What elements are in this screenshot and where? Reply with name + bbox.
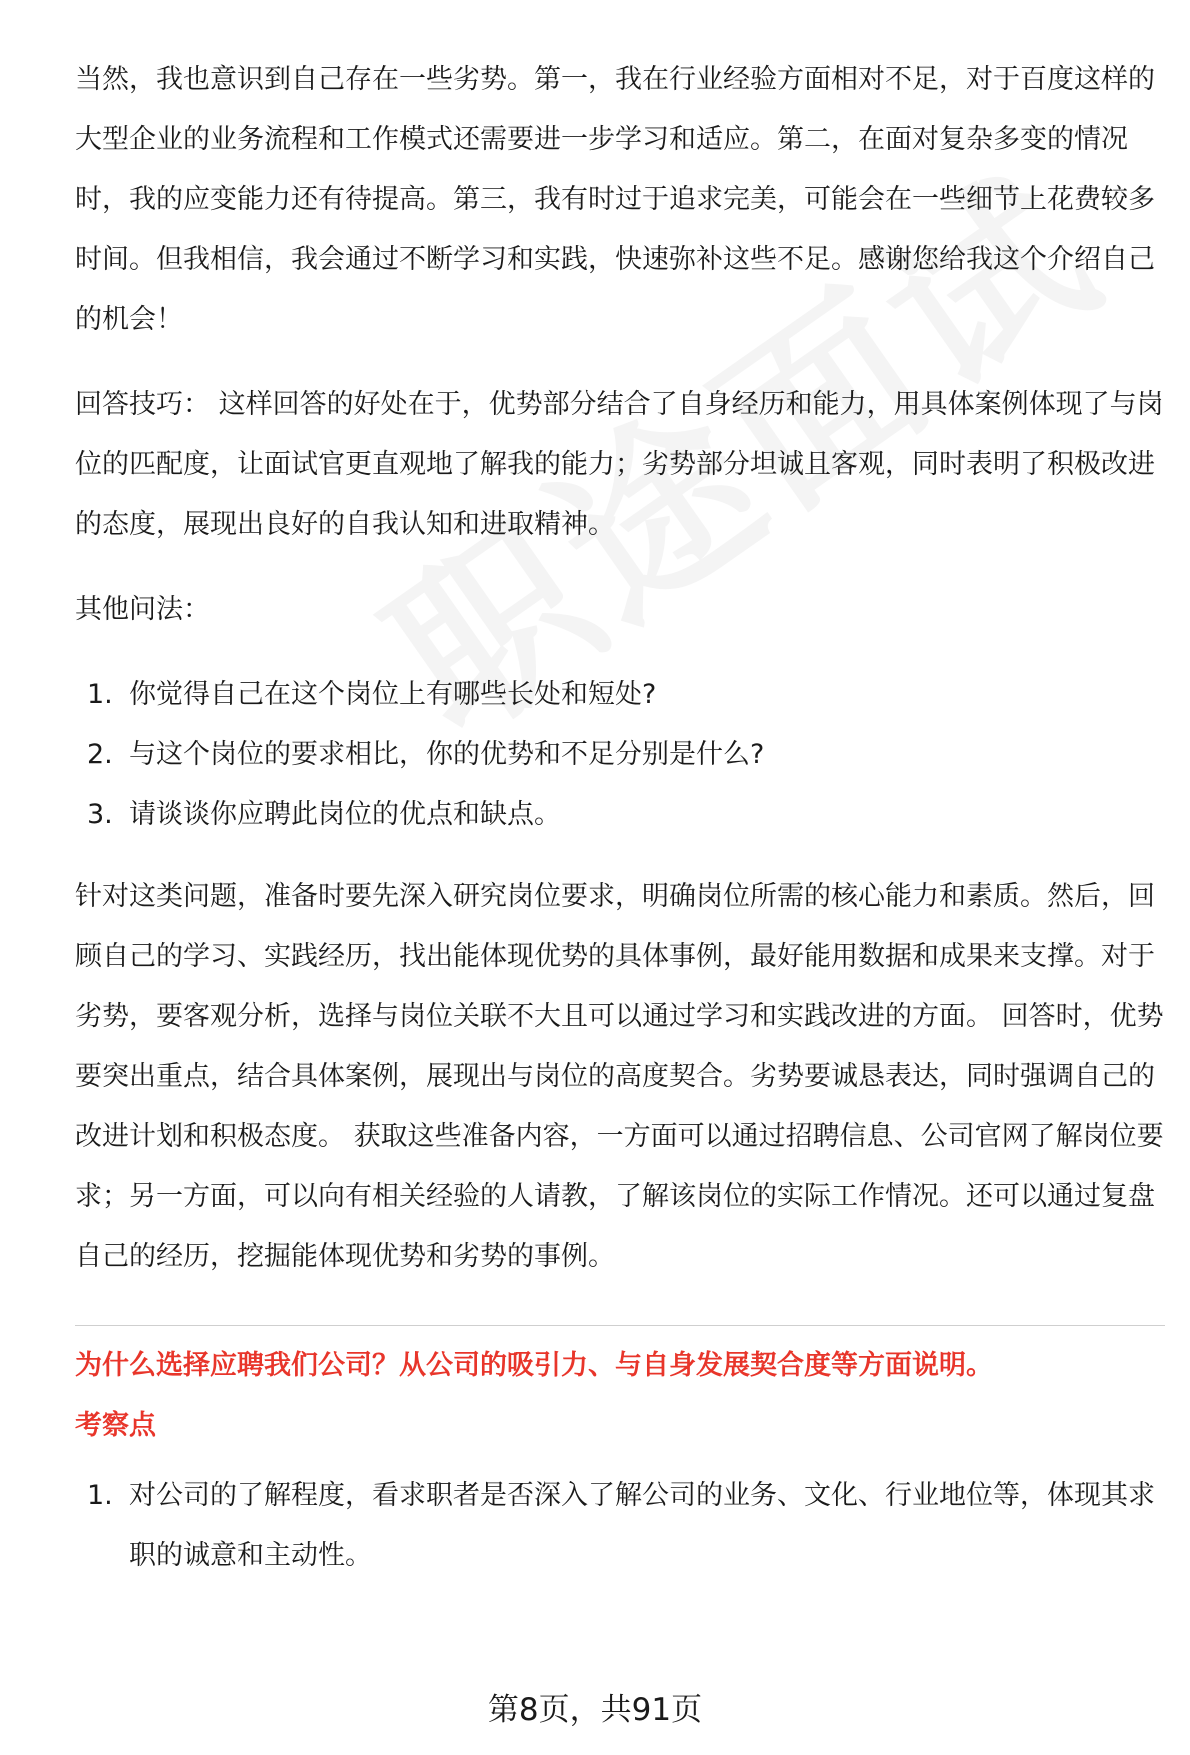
list-item-number: 2. — [87, 739, 113, 770]
list-item-text: 请谈谈你应聘此岗位的优点和缺点。 — [129, 799, 561, 830]
list-item-text: 对公司的了解程度，看求职者是否深入了解公司的业务、文化、行业地位等，体现其求职的诚意和主动性。 — [129, 1480, 1155, 1571]
paragraph-answer-tips: 回答技巧： 这样回答的好处在于，优势部分结合了自身经历和能力，用具体案例体现了与岗位的匹配度，让面试官更直观地了解我的能力；劣势部分坦诚且客观，同时表明了积极改进的态度，展现出良好的自我认知和进取精神。 — [75, 389, 1164, 540]
list-item — [75, 1466, 1165, 1586]
list-item-number: 1. — [87, 1480, 113, 1511]
paragraph-other-questions-label: 其他问法： — [75, 594, 210, 625]
question-heading: 为什么选择应聘我们公司？从公司的吸引力、与自身发展契合度等方面说明。 — [75, 1350, 993, 1381]
list-item-number: 1. — [87, 679, 113, 710]
list-item-number: 3. — [87, 799, 113, 830]
assessment-points-list — [75, 1466, 1165, 1586]
paragraph-weaknesses: 当然，我也意识到自己存在一些劣势。第一，我在行业经验方面相对不足，对于百度这样的大型企业的业务流程和工作模式还需要进一步学习和适应。第二，在面对复杂多变的情况时，我的应变能力还有待提高。第三，我有时过于追求完美，可能会在一些细节上花费较多时间。但我相信，我会通过不断学习和实践，快速弥补这些不足。感谢您给我这个介绍自己的机会！ — [75, 64, 1155, 335]
subheading-assessment-points: 考察点 — [75, 1410, 156, 1441]
page-number: 第8页，共91页 — [487, 1692, 703, 1728]
section-divider — [75, 1325, 1165, 1326]
list-item — [75, 785, 1165, 845]
list-item — [75, 665, 1165, 725]
list-item — [75, 725, 1165, 785]
document-body — [75, 50, 1165, 1608]
list-item-text: 与这个岗位的要求相比，你的优势和不足分别是什么? — [129, 739, 765, 770]
list-item-text: 你觉得自己在这个岗位上有哪些长处和短处? — [129, 679, 657, 710]
other-questions-list — [75, 665, 1165, 845]
paragraph-preparation-advice: 针对这类问题，准备时要先深入研究岗位要求，明确岗位所需的核心能力和素质。然后，回顾自己的学习、实践经历，找出能体现优势的具体事例，最好能用数据和成果来支撑。对于劣势，要客观分析，选择与岗位关联不大且可以通过学习和实践改进的方面。 回答时，优势要突出重点，结合具体案例，展现出与岗位的高度契合。劣势要诚恳表达，同时强调自己的改进计划和积极态度。 获取这些准备内容，一方面可以通过招聘信息、公司官网了解岗位要求；另一方面，可以向有相关经验的人请教，了解该岗位的实际工作情况。还可以通过复盘自己的经历，挖掘能体现优势和劣势的事例。 — [75, 881, 1164, 1272]
